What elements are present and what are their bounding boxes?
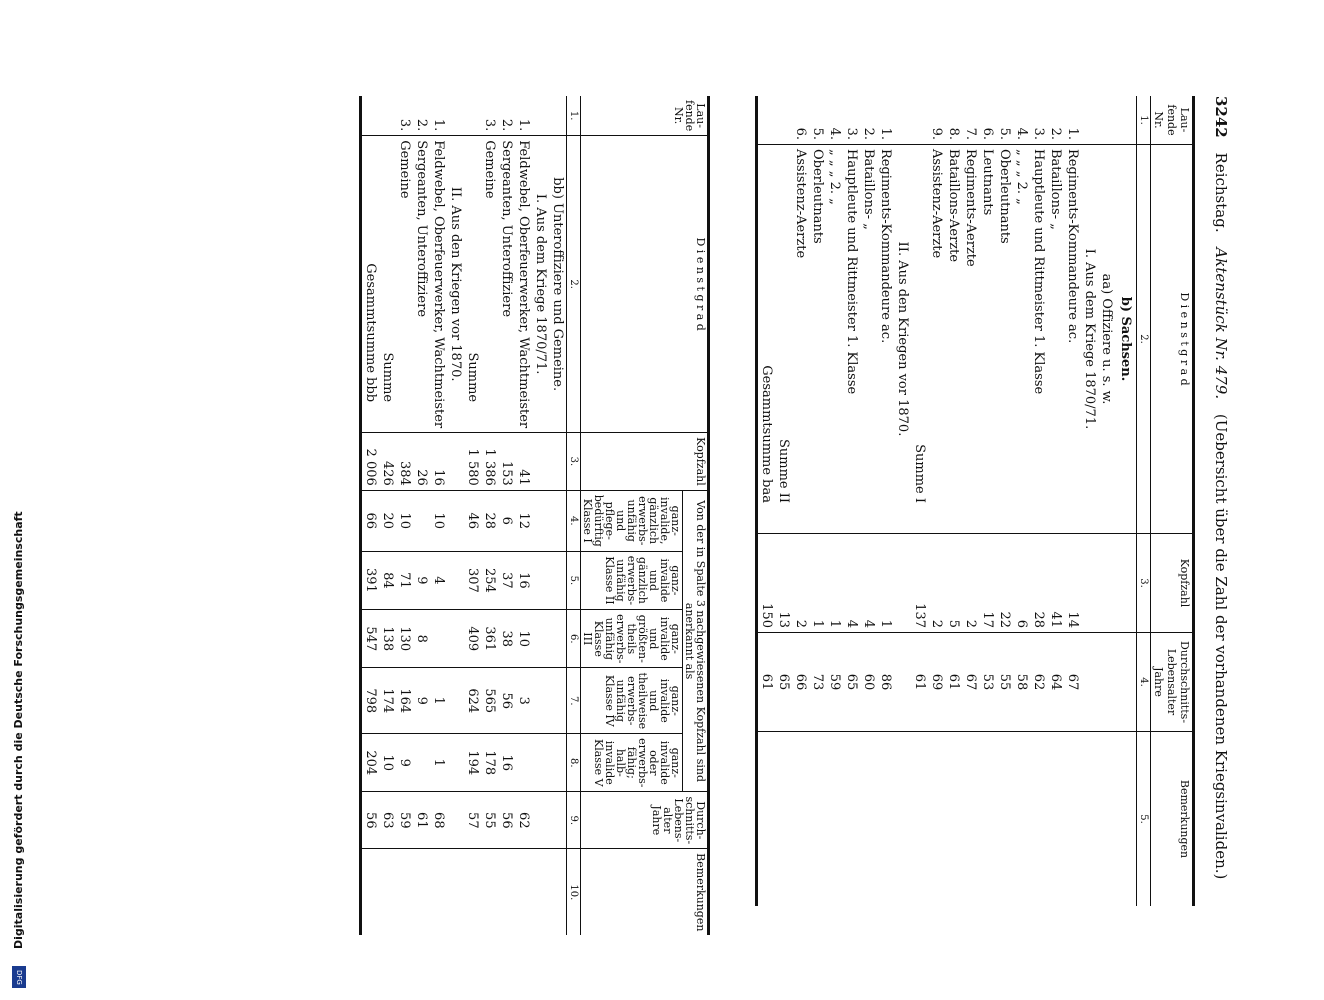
count-value: 2 [962, 534, 979, 633]
col-class1-header: ganz-invalide, gänzlich erwerbs-unfähig und pflege-bedürftig Klasse I [581, 490, 683, 551]
age-value: 61 [945, 633, 962, 732]
count-value: 4 [860, 534, 877, 633]
colnum: 5. [1137, 732, 1151, 907]
table-row [515, 96, 532, 935]
col-count-header: Kopfzahl [581, 433, 709, 491]
remarks-cell [1013, 732, 1030, 907]
colnum: 8. [567, 734, 581, 792]
rank-label: Assistenz-Aerzte [792, 145, 809, 534]
table-row [809, 96, 826, 906]
table-row [481, 96, 498, 935]
rank-label: Regiments-Aerzte [962, 145, 979, 534]
sum-row [911, 96, 928, 906]
row-number: 3. [843, 96, 860, 145]
col-nr-header: Lau-fende Nr. [581, 96, 709, 136]
rank-label: Assistenz-Aerzte [928, 145, 945, 534]
col-remarks-header: Bemerkungen [581, 849, 709, 936]
row-number: 1. [430, 96, 447, 136]
class-k1-value: 10 [430, 490, 447, 551]
count-value: 16 [430, 433, 447, 491]
row-number: 7. [962, 96, 979, 145]
rank-label: Sergeanten, Unteroffiziere [498, 136, 515, 433]
count-value: 1 [877, 534, 894, 633]
row-number: 1. [515, 96, 532, 136]
row-number [379, 96, 396, 136]
page-title: (Uebersicht über die Zahl der vorhandenen Kriegsinvaliden.) [1212, 413, 1230, 880]
class-k1-value: 20 [379, 490, 396, 551]
remarks-cell [361, 849, 380, 936]
age-value: 64 [1047, 633, 1064, 732]
rotated-page-content [110, 96, 1230, 932]
class-k1-value [413, 490, 430, 551]
age-value: 68 [430, 792, 447, 849]
age-value: 58 [1013, 633, 1030, 732]
age-value: 65 [843, 633, 860, 732]
table-row [877, 96, 894, 906]
remarks-cell [928, 732, 945, 907]
remarks-cell [979, 732, 996, 907]
table-row [1047, 96, 1064, 906]
remarks-cell [962, 732, 979, 907]
row-number: 2. [413, 96, 430, 136]
age-value: 59 [396, 792, 413, 849]
table-row [498, 96, 515, 935]
colnum: 10. [567, 849, 581, 936]
class-k2-value: 391 [361, 551, 380, 609]
class-k1-value: 46 [464, 490, 481, 551]
table-row [962, 96, 979, 906]
remarks-cell [1064, 732, 1081, 907]
col-class2-header: ganz-invalide und gänzlich erwerbs-unfähig Klasse II [581, 551, 683, 609]
war-heading: I. Aus dem Kriege 1870/71. [532, 136, 549, 433]
age-value: 55 [481, 792, 498, 849]
class-k4-value: 565 [481, 668, 498, 734]
age-value: 63 [379, 792, 396, 849]
total-age: 61 [757, 633, 776, 732]
officers-rows-1870 [928, 96, 1081, 906]
count-value: 2 006 [361, 433, 380, 491]
class-k5-value: 16 [498, 734, 515, 792]
total-row [361, 96, 380, 935]
rank-label: Bataillons- „ [1047, 145, 1064, 534]
total-count: 150 [757, 534, 776, 633]
sum-label: Summe II [775, 145, 792, 534]
colnum: 1. [567, 96, 581, 136]
table-row [1030, 96, 1047, 906]
class-k3-value: 547 [361, 610, 380, 668]
class-k4-value: 3 [515, 668, 532, 734]
class-k4-value: 624 [464, 668, 481, 734]
table-row [1064, 96, 1081, 906]
row-number: 3. [1030, 96, 1047, 145]
class-k2-value: 307 [464, 551, 481, 609]
row-number: 2. [860, 96, 877, 145]
rank-label: Bataillons- „ [860, 145, 877, 534]
remarks-cell [996, 732, 1013, 907]
remarks-cell [464, 849, 481, 936]
dfg-logo: DFG [12, 966, 26, 988]
age-value: 86 [877, 633, 894, 732]
sum-label: Summe I [911, 145, 928, 534]
colnum: 4. [1137, 633, 1151, 732]
class-k2-value: 9 [413, 551, 430, 609]
table-row [996, 96, 1013, 906]
age-value: 60 [860, 633, 877, 732]
rank-label: Hauptleute und Rittmeister 1. Klasse [843, 145, 860, 534]
rank-label: Bataillons-Aerzte [945, 145, 962, 534]
class-k2-value: 4 [430, 551, 447, 609]
sum-count: 137 [911, 534, 928, 633]
age-value: 66 [792, 633, 809, 732]
officers-rows-pre1870 [792, 96, 894, 906]
row-number: 1. [1064, 96, 1081, 145]
count-value: 6 [1013, 534, 1030, 633]
row-number: 5. [809, 96, 826, 145]
remarks-cell [413, 849, 430, 936]
colnum: 2. [1137, 145, 1151, 534]
age-value: 59 [826, 633, 843, 732]
column-number-row [1137, 96, 1151, 906]
table-row [945, 96, 962, 906]
table-row [979, 96, 996, 906]
colnum: 1. [1137, 96, 1151, 145]
class-k5-value: 194 [464, 734, 481, 792]
class-k2-value: 84 [379, 551, 396, 609]
remarks-cell [430, 849, 447, 936]
table-row [860, 96, 877, 906]
table-row [826, 96, 843, 906]
row-number [361, 96, 380, 136]
rank-label: Regiments-Kommandeure ac. [1064, 145, 1081, 534]
class-k1-value: 28 [481, 490, 498, 551]
row-number: 1. [877, 96, 894, 145]
count-value: 5 [945, 534, 962, 633]
age-value: 69 [928, 633, 945, 732]
rank-label: Oberleutnants [809, 145, 826, 534]
count-value: 41 [1047, 534, 1064, 633]
count-value: 28 [1030, 534, 1047, 633]
rank-label: Leutnants [979, 145, 996, 534]
count-value: 2 [928, 534, 945, 633]
class-k5-value: 1 [430, 734, 447, 792]
war-heading-row [894, 96, 911, 906]
remarks-cell [1030, 732, 1047, 907]
credit-text: Digitalisierung gefördert durch die Deutsche Forschungsgemeinschaft [12, 511, 25, 949]
remarks-cell [809, 732, 826, 907]
col-remarks-header: Bemerkungen [1151, 732, 1194, 907]
row-number: 6. [792, 96, 809, 145]
page-number: 3242 [1212, 96, 1230, 138]
class-k5-value [413, 734, 430, 792]
class-k2-value: 16 [515, 551, 532, 609]
rank-label: Hauptleute und Rittmeister 1. Klasse [1030, 145, 1047, 534]
count-value: 384 [396, 433, 413, 491]
class-k1-value: 10 [396, 490, 413, 551]
sum-row [775, 96, 792, 906]
col-rank-header: D i e n s t g r a d [1151, 145, 1194, 534]
col-count-header: Kopfzahl [1151, 534, 1194, 633]
count-value: 1 386 [481, 433, 498, 491]
age-value: 61 [413, 792, 430, 849]
colnum: 3. [1137, 534, 1151, 633]
war-heading: II. Aus den Kriegen vor 1870. [894, 145, 911, 534]
class-k5-value: 9 [396, 734, 413, 792]
total-row [757, 96, 776, 906]
row-number: 3. [481, 96, 498, 136]
colnum: 6. [567, 610, 581, 668]
count-value: 1 [809, 534, 826, 633]
class-k5-value: 10 [379, 734, 396, 792]
page-header [1202, 96, 1230, 906]
table-row [396, 96, 413, 935]
remarks-cell [860, 732, 877, 907]
nco-table [359, 96, 710, 935]
age-value: 56 [498, 792, 515, 849]
war-heading: I. Aus dem Kriege 1870/71. [1081, 145, 1098, 534]
war-heading: II. Aus den Kriegen vor 1870. [447, 136, 464, 433]
class-k3-value: 138 [379, 610, 396, 668]
count-value: 2 [792, 534, 809, 633]
sum-age: 61 [911, 633, 928, 732]
remarks-cell [498, 849, 515, 936]
digitization-credit [12, 2, 26, 992]
rank-label: „ „ „ 2. „ [1013, 145, 1030, 534]
subsection-title: bb) Unteroffiziere und Gemeine. [549, 136, 567, 433]
source-label: Reichstag. [1212, 152, 1230, 233]
subsection-row [1098, 96, 1115, 906]
remarks-cell [826, 732, 843, 907]
count-value: 153 [498, 433, 515, 491]
count-value: 1 [826, 534, 843, 633]
colnum: 7. [567, 668, 581, 734]
class-k4-value: 798 [361, 668, 380, 734]
class-k2-value: 71 [396, 551, 413, 609]
sum-label: Summe [464, 136, 481, 433]
war-heading-row [1081, 96, 1098, 906]
age-value: 56 [361, 792, 380, 849]
section-row [1115, 96, 1137, 906]
col-age-header [1151, 633, 1194, 732]
remarks-cell [515, 849, 532, 936]
rank-label: „ „ „ 2. „ [826, 145, 843, 534]
class-k2-value: 254 [481, 551, 498, 609]
rank-label: Regiments-Kommandeure ac. [877, 145, 894, 534]
subsection-row [549, 96, 567, 935]
column-number-row [567, 96, 581, 935]
row-number: 4. [1013, 96, 1030, 145]
class-k3-value: 361 [481, 610, 498, 668]
class-k5-value: 204 [361, 734, 380, 792]
class-k3-value: 130 [396, 610, 413, 668]
col-rank-header: D i e n s t g r a d [581, 136, 709, 433]
rank-label: Sergeanten, Unteroffiziere [413, 136, 430, 433]
remarks-cell [843, 732, 860, 907]
sum-label: Gesammtsumme bbb [361, 136, 380, 433]
age-unit-label: Jahre [1152, 667, 1165, 697]
remarks-cell [396, 849, 413, 936]
rank-label: Feldwebel, Oberfeuerwerker, Wachtmeister [515, 136, 532, 433]
row-number: 3. [396, 96, 413, 136]
rank-label: Feldwebel, Oberfeuerwerker, Wachtmeister [430, 136, 447, 433]
class-k2-value: 37 [498, 551, 515, 609]
remarks-cell [481, 849, 498, 936]
col-class4-header: ganz-invalide und theilweise erwerbs-unfähig Klasse IV [581, 668, 683, 734]
colnum: 4. [567, 490, 581, 551]
col-nr-header: Lau-fende Nr. [1151, 96, 1194, 145]
table-header-row [683, 96, 709, 935]
colnum: 2. [567, 136, 581, 433]
remarks-cell [877, 732, 894, 907]
table-row [430, 96, 447, 935]
row-number: 8. [945, 96, 962, 145]
class-k3-value: 409 [464, 610, 481, 668]
class-k3-value: 38 [498, 610, 515, 668]
nco-rows-pre1870 [396, 96, 447, 935]
remarks-cell [792, 732, 809, 907]
col-age-header: Durch-schnitts-Lebens-alter Jahre [581, 792, 709, 849]
count-value: 14 [1064, 534, 1081, 633]
age-value: 62 [1030, 633, 1047, 732]
age-value: 57 [464, 792, 481, 849]
col-class5-header: ganz-invalide oder erwerbs-fähig; halb-invalide Klasse V [581, 734, 683, 792]
rank-label: Oberleutnants [996, 145, 1013, 534]
table-row [843, 96, 860, 906]
subsection-title: aa) Offiziere u. s. w. [1098, 145, 1115, 534]
class-k5-value [515, 734, 532, 792]
class-k4-value: 1 [430, 668, 447, 734]
document-number: Aktenstück Nr. 479. [1212, 247, 1230, 400]
col-class3-header: ganz-invalide und größten-theils erwerbs-unfähig Klasse III [581, 610, 683, 668]
table-header-row [1151, 96, 1194, 906]
class-k4-value: 174 [379, 668, 396, 734]
row-number: 2. [1047, 96, 1064, 145]
colnum: 9. [567, 792, 581, 849]
row-number: 6. [979, 96, 996, 145]
class-k1-value: 12 [515, 490, 532, 551]
rank-label: Gemeine [481, 136, 498, 433]
sum-row [379, 96, 396, 935]
class-k1-value: 66 [361, 490, 380, 551]
rank-label: Gemeine [396, 136, 413, 433]
age-value: 67 [962, 633, 979, 732]
count-value: 26 [413, 433, 430, 491]
colnum: 3. [567, 433, 581, 491]
count-value: 41 [515, 433, 532, 491]
class-k3-value: 8 [413, 610, 430, 668]
class-k3-value [430, 610, 447, 668]
colnum: 5. [567, 551, 581, 609]
age-value: 67 [1064, 633, 1081, 732]
officers-table [755, 96, 1195, 906]
remarks-cell [1047, 732, 1064, 907]
col-group-header: Von der in Spalte 3 nachgewiesenen Kopfzahl sind anerkannt als [683, 490, 709, 792]
row-number: 9. [928, 96, 945, 145]
sum-row [464, 96, 481, 935]
row-number: 2. [498, 96, 515, 136]
count-value: 4 [843, 534, 860, 633]
age-header-label: Durchschnitts-Lebensalter [1165, 640, 1191, 724]
class-k3-value: 10 [515, 610, 532, 668]
class-k4-value: 9 [413, 668, 430, 734]
table-row [1013, 96, 1030, 906]
table-row [928, 96, 945, 906]
count-value: 17 [979, 534, 996, 633]
sum-count: 13 [775, 534, 792, 633]
count-value: 1 580 [464, 433, 481, 491]
class-k1-value: 6 [498, 490, 515, 551]
count-value: 426 [379, 433, 396, 491]
row-number [464, 96, 481, 136]
class-k5-value: 178 [481, 734, 498, 792]
sum-label: Summe [379, 136, 396, 433]
age-value: 55 [996, 633, 1013, 732]
total-label: Gesammtsumme baa [757, 145, 776, 534]
table-row [792, 96, 809, 906]
war-heading-row [532, 96, 549, 935]
table-row [413, 96, 430, 935]
count-value: 22 [996, 534, 1013, 633]
sum-age: 65 [775, 633, 792, 732]
age-value: 62 [515, 792, 532, 849]
row-number: 4. [826, 96, 843, 145]
row-number: 5. [996, 96, 1013, 145]
class-k4-value: 56 [498, 668, 515, 734]
remarks-cell [379, 849, 396, 936]
class-k4-value: 164 [396, 668, 413, 734]
war-heading-row [447, 96, 464, 935]
section-title: b) Sachsen. [1115, 145, 1137, 534]
remarks-cell [945, 732, 962, 907]
age-value: 73 [809, 633, 826, 732]
nco-rows-1870 [481, 96, 532, 935]
age-value: 53 [979, 633, 996, 732]
